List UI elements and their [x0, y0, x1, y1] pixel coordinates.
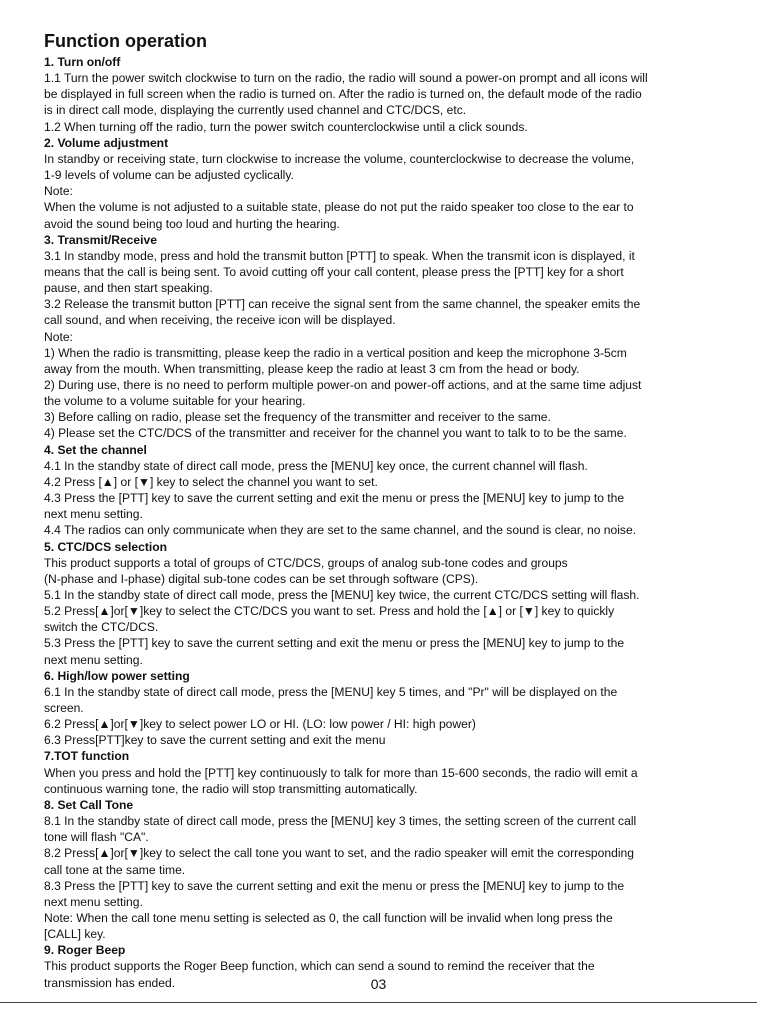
body-line: means that the call is being sent. To avoid cutting off your call content, please press the [PTT] key for a short [44, 264, 624, 279]
section-heading: 7.TOT function [44, 749, 130, 764]
body-line: 1.2 When turning off the radio, turn the power switch counterclockwise until a click sounds. [44, 119, 528, 134]
body-line: continuous warning tone, the radio will stop transmitting automatically. [44, 781, 418, 796]
section-heading: 4. Set the channel [44, 442, 147, 457]
body-line: 3.1 In standby mode, press and hold the transmit button [PTT] to speak. When the transmit icon is displayed, it [44, 248, 635, 263]
section-heading: 2. Volume adjustment [44, 135, 169, 150]
body-line: This product supports a total of groups of CTC/DCS, groups of analog sub-tone codes and groups [44, 555, 568, 570]
body-line: (N-phase and I-phase) digital sub-tone codes can be set through software (CPS). [44, 571, 479, 586]
body-line: 3.2 Release the transmit button [PTT] can receive the signal sent from the same channel, the speaker emits the [44, 297, 641, 312]
body-line: 8.1 In the standby state of direct call mode, press the [MENU] key 3 times, the setting screen of the current call [44, 814, 637, 828]
section-heading: 8. Set Call Tone [44, 797, 134, 812]
body-line: next menu setting. [44, 894, 143, 909]
body-line: 6.2 Press[▲]or[▼]key to select power LO or HI. (LO: low power / HI: high power) [44, 717, 476, 732]
body-line: 2) During use, there is no need to perform multiple power-on and power-off actions, and at the same time adjust [44, 378, 642, 392]
body-line: 4.1 In the standby state of direct call mode, press the [MENU] key once, the current channel will flash. [44, 458, 588, 473]
body-line: 6.1 In the standby state of direct call mode, press the [MENU] key 5 times, and "Pr" will be displayed on the [44, 684, 618, 699]
body-line: 8.3 Press the [PTT] key to save the current setting and exit the menu or press the [MENU] key to jump to the [44, 878, 625, 893]
body-line: pause, and then start speaking. [44, 281, 213, 296]
body-line: call tone at the same time. [44, 862, 186, 877]
section-heading: 5. CTC/DCS selection [44, 539, 167, 554]
body-line: 5.3 Press the [PTT] key to save the current setting and exit the menu or press the [MENU] key to jump to the [44, 636, 625, 651]
body-line: 4) Please set the CTC/DCS of the transmitter and receiver for the channel you want to talk to to be the same. [44, 426, 627, 441]
body-line: 4.4 The radios can only communicate when they are set to the same channel, and the sound is clear, no noise. [44, 523, 637, 538]
body-line: 4.3 Press the [PTT] key to save the current setting and exit the menu or press the [MENU] key to jump to the [44, 491, 625, 505]
body-line: 1.1 Turn the power switch clockwise to turn on the radio, the radio will sound a power-on prompt and all icons will [44, 71, 648, 86]
body-line: 4.2 Press [▲] or [▼] key to select the channel you want to set. [44, 474, 378, 489]
body-line: 8.2 Press[▲]or[▼]key to select the call tone you want to set, and the radio speaker will emit the corresponding [44, 846, 634, 861]
body-line: 6.3 Press[PTT]key to save the current setting and exit the menu [44, 733, 386, 748]
body-line: tone will flash "CA". [44, 830, 149, 845]
body-line: 1-9 levels of volume can be adjusted cyclically. [44, 168, 294, 182]
section-heading: 9. Roger Beep [44, 943, 126, 958]
body-line: transmission has ended. [44, 975, 176, 990]
body-line: call sound, and when receiving, the receive icon will be displayed. [44, 313, 396, 328]
body-line: When the volume is not adjusted to a suitable state, please do not put the raido speaker too close to the ear to [44, 200, 634, 215]
footer-rule [0, 1002, 757, 1003]
body-line: is in direct call mode, displaying the currently used channel and CTC/DCS, etc. [44, 103, 467, 118]
body-line: 3) Before calling on radio, please set the frequency of the transmitter and receiver to the same. [44, 410, 551, 425]
body-line: When you press and hold the [PTT] key continuously to talk for more than 15-600 seconds, the radio will emit a [44, 765, 638, 780]
body-line: next menu setting. [44, 652, 143, 667]
body-line: [CALL] key. [44, 927, 106, 942]
section-heading: 1. Turn on/off [44, 55, 121, 69]
body-line: switch the CTC/DCS. [44, 620, 159, 635]
body-line: 5.2 Press[▲]or[▼]key to select the CTC/DCS you want to set. Press and hold the [▲] or [▼] key to quickly [44, 604, 615, 619]
body-line: Note: When the call tone menu setting is selected as 0, the call function will be invalid when long press the [44, 910, 613, 925]
body-line: away from the mouth. When transmitting, please keep the radio at least 3 cm from the head or body. [44, 361, 580, 376]
body-line: avoid the sound being too loud and hurting the hearing. [44, 216, 340, 231]
body-line: the volume to a volume suitable for your hearing. [44, 394, 306, 409]
body-line: This product supports the Roger Beep function, which can send a sound to remind the receiver that the [44, 959, 595, 974]
body-line: screen. [44, 701, 84, 715]
body-line: 5.1 In the standby state of direct call mode, press the [MENU] key twice, the current CTC/DCS setting will flash. [44, 587, 640, 602]
body-line: In standby or receiving state, turn clockwise to increase the volume, counterclockwise to decrease the volume, [44, 151, 635, 166]
section-heading: 3. Transmit/Receive [44, 232, 157, 247]
page-number: 03 [370, 976, 387, 992]
body-line: be displayed in full screen when the radio is turned on. After the radio is turned on, the default mode of the radio [44, 87, 642, 102]
body-line: next menu setting. [44, 507, 143, 522]
page-title: Function operation [44, 31, 207, 51]
body-line: Note: [44, 329, 73, 344]
body-line: Note: [44, 184, 73, 199]
body-line: 1) When the radio is transmitting, please keep the radio in a vertical position and keep the microphone 3-5cm [44, 345, 627, 360]
section-heading: 6. High/low power setting [44, 668, 190, 683]
